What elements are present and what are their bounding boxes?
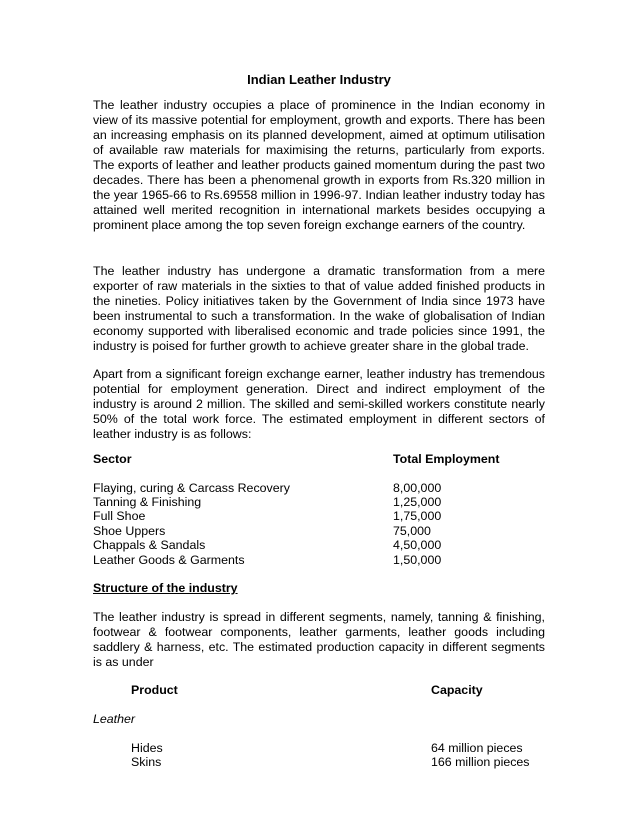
paragraph-structure: The leather industry is spread in different segments, namely, tanning & finishing, footwear & footwear components, leather garments, leather goods including saddlery & harness, etc. The estimated production capacity in different segments is as under [93, 610, 545, 669]
total-employment-header: Total Employment [393, 452, 500, 466]
employment-cell: 75,000 [393, 524, 431, 538]
table-row [93, 755, 545, 770]
table-row [93, 524, 545, 539]
sector-cell: Full Shoe [93, 509, 146, 523]
sector-cell: Chappals & Sandals [93, 538, 206, 552]
capacity-table-header [93, 683, 545, 698]
employment-table-header [93, 452, 545, 467]
sector-cell: Tanning & Finishing [93, 495, 202, 509]
employment-cell: 8,00,000 [393, 481, 442, 495]
capacity-cell: 166 million pieces [431, 755, 530, 769]
table-row [93, 741, 545, 756]
paragraph-employment: Apart from a significant foreign exchange earner, leather industry has tremendous potential for employment generation. Direct and indirect employment of the industry is around 2 million. The skilled and semi-skilled workers constitute nearly 50% of the total work force. The estimated employment in different sectors of leather industry is as follows: [93, 367, 545, 441]
structure-heading: Structure of the industry [93, 581, 238, 595]
employment-cell: 1,75,000 [393, 509, 442, 523]
capacity-cell: 64 million pieces [431, 741, 523, 755]
table-row [93, 538, 545, 553]
employment-cell: 1,50,000 [393, 553, 442, 567]
table-row [93, 509, 545, 524]
capacity-header: Capacity [431, 683, 483, 697]
sector-cell: Flaying, curing & Carcass Recovery [93, 481, 290, 495]
employment-cell: 1,25,000 [393, 495, 442, 509]
paragraph-intro: The leather industry occupies a place of prominence in the Indian economy in view of its massive potential for employment, growth and exports. There has been an increasing emphasis on its planned development, aimed at optimum utilisation of available raw materials for maximising the returns, particularly from exports. The exports of leather and leather products gained momentum during the past two decades. There has been a phenomenal growth in exports from Rs.320 million in the year 1965-66 to Rs.69558 million in 1996-97. Indian leather industry today has attained well merited recognition in international markets besides occupying a prominent place among the top seven foreign exchange earners of the country. [93, 98, 545, 232]
table-row [93, 495, 545, 510]
product-cell: Skins [131, 755, 162, 769]
product-header: Product [131, 683, 178, 697]
sector-cell: Shoe Uppers [93, 524, 166, 538]
table-row [93, 481, 545, 496]
table-row [93, 553, 545, 568]
paragraph-transformation: The leather industry has undergone a dramatic transformation from a mere exporter of raw materials in the sixties to that of value added finished products in the nineties. Policy initiatives taken by the Government of India since 1973 have been instrumental to such a transformation. In the wake of globalisation of Indian economy supported with liberalised economic and trade policies since 1991, the industry is poised for further growth to achieve greater share in the global trade. [93, 264, 545, 353]
sector-header: Sector [93, 452, 132, 466]
page-title: Indian Leather Industry [247, 72, 391, 87]
leather-group-label: Leather [93, 712, 136, 726]
product-cell: Hides [131, 741, 163, 755]
sector-cell: Leather Goods & Garments [93, 553, 245, 567]
employment-cell: 4,50,000 [393, 538, 442, 552]
